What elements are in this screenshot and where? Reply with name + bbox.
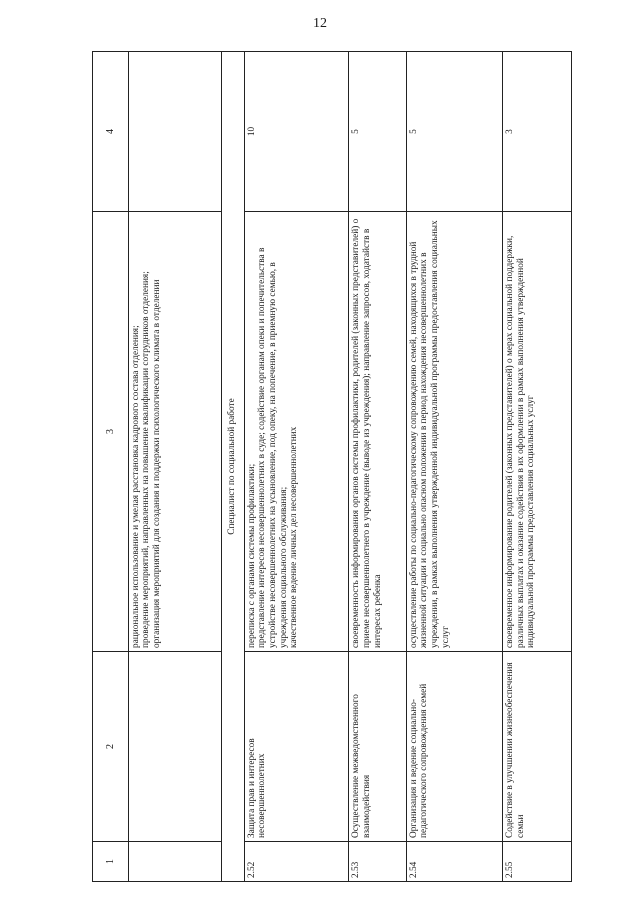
page-number: 12 [313,16,327,31]
criteria-cell [244,212,349,652]
table-row [406,52,502,882]
row-value: 10 [244,52,349,212]
section-row [221,52,244,882]
table-row-continuation [128,52,221,882]
criteria-line: переписка с органами системы профилактики; [246,463,257,648]
row-number: 2.53 [349,842,407,882]
section-title: Специалист по социальной работе [221,52,244,882]
criteria-cell [502,212,571,652]
criteria-cell [406,212,502,652]
rotated-table-page [92,52,572,882]
row-name: Содействие в улучшении жизнеобеспечения семьи [502,652,571,842]
header-cell-2: 2 [93,652,129,842]
criteria-line: своевременное информирование родителей (законных представителей) о мерах социальной поддержки, различных выплатах и оказание содействия в их оформлении в рамках выполнения утвержденной индивидуальной программы предоставления социальных услуг [504,235,537,648]
row-value: 5 [406,52,502,212]
header-cell-1: 1 [93,842,129,882]
table-row [244,52,349,882]
criteria-line: проведение мероприятий, направленных на повышение квалификации сотрудников отделения; [141,271,152,648]
row-name: Организация и ведение социально-педагогического сопровождения семей [406,652,502,842]
criteria-line: рациональное использование и умелая расстановка кадрового состава отделения; [130,325,141,648]
criteria-line: представление интересов несовершеннолетних в суде; содействие органам опеки и попечительства в устройстве несовершеннолетних на усыновление, под опеку, на попечение, в приемную семью, в учреждения социального обслуживания; [257,247,289,648]
table-row [349,52,407,882]
row-number: 2.55 [502,842,571,882]
table-header-row [93,52,129,882]
criteria-cell [349,212,407,652]
row-name: Осуществление межведомственного взаимодействия [349,652,407,842]
table-row [502,52,571,882]
criteria-line: организация мероприятий для создания и поддержки психологического климата в отделении [151,279,162,648]
criteria-line: качественное ведение личных дел несовершеннолетних [289,426,300,648]
row-value: 3 [502,52,571,212]
criteria-table [92,51,572,882]
header-cell-3: 3 [93,212,129,652]
row-value: 5 [349,52,407,212]
row-name: Защита прав и интересов несовершеннолетних [244,652,349,842]
header-cell-4: 4 [93,52,129,212]
criteria-line: осуществление работы по социально-педагогическому сопровождению семей, находящихся в трудной жизненной ситуации и социально опасном положении в период нахождения несовершеннолетних в учреждении, в рамках выполнения утвержденной индивидуальной программы предоставления социальных услуг [408,220,451,648]
row-number: 2.52 [244,842,349,882]
row-number: 2.54 [406,842,502,882]
criteria-line: своевременность информирования органов системы профилактики, родителей (законных представителей) о приеме несовершеннолетнего в учреждение (выводе из учреждения); направление запросов, ходатайств в интересах ребенка [351,218,383,648]
criteria-cell [128,212,221,652]
